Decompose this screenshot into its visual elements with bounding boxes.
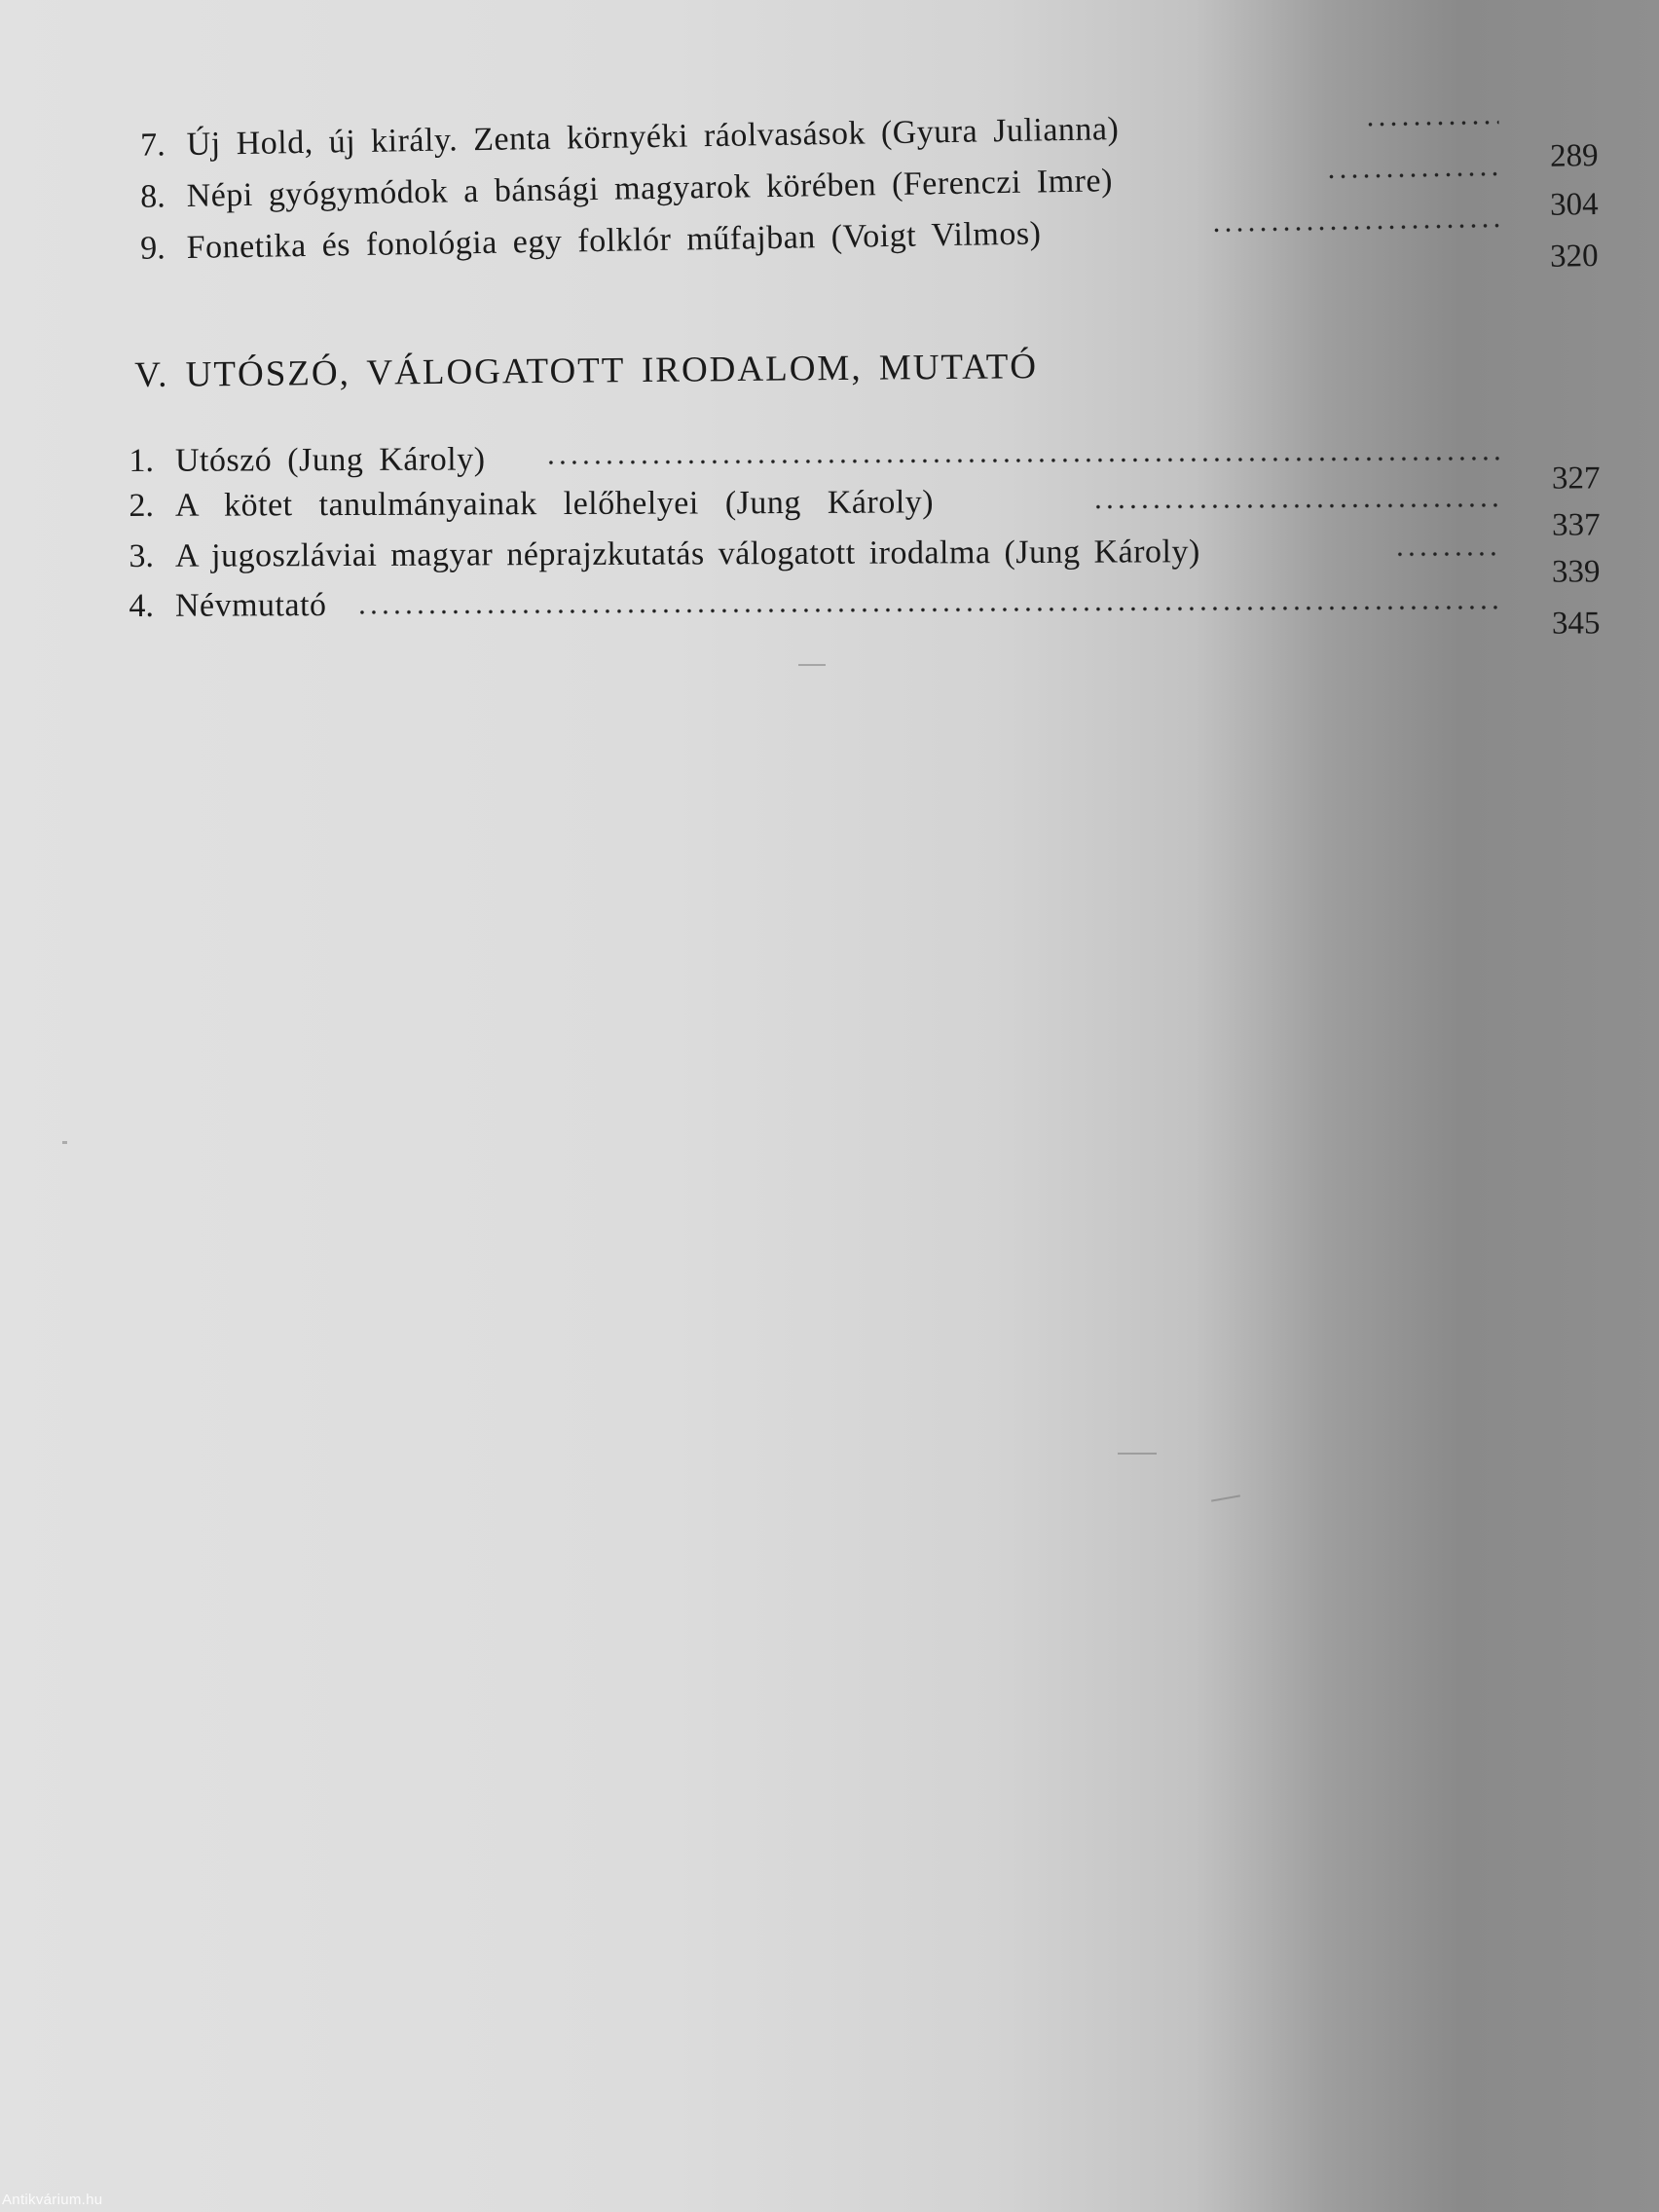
toc-entry-page: 304 — [1549, 186, 1599, 223]
paper-speck — [1118, 1453, 1157, 1455]
paper-speck — [798, 664, 826, 666]
paper-speck — [1211, 1494, 1240, 1501]
watermark: Antikvárium.hu — [2, 2192, 103, 2208]
toc-entry-number: 8. — [139, 178, 166, 215]
toc-entry-title: Utószó (Jung Károly) — [174, 441, 486, 479]
toc-entry-number: 7. — [139, 127, 166, 164]
section-heading: V. UTÓSZÓ, VÁLOGATOTT IRODALOM, MUTATÓ — [134, 347, 1039, 395]
toc-entry-number: 3. — [129, 537, 154, 574]
toc-leader-dots — [1364, 120, 1498, 128]
toc-entry-number: 4. — [129, 587, 154, 624]
toc-entry-page: 339 — [1551, 554, 1601, 590]
toc-entry-page: 327 — [1551, 461, 1601, 497]
toc-entry-title: A kötet tanulmányainak lelőhelyei (Jung Károly) — [174, 484, 935, 524]
toc-leader-dots — [1092, 502, 1499, 510]
toc-entry-page: 337 — [1551, 507, 1601, 543]
toc-entry-title: Népi gyógymódok a bánsági magyarok körében (Ferenczi Imre) — [186, 163, 1114, 214]
toc-leader-dots — [545, 456, 1499, 465]
toc-entry-number: 1. — [129, 442, 154, 479]
toc-entry-title: Fonetika és fonológia egy folklór műfajban (Voigt Vilmos) — [186, 215, 1042, 266]
toc-leader-dots — [1394, 551, 1499, 557]
toc-entry-page: 289 — [1549, 137, 1599, 174]
toc-entry — [0, 578, 1659, 644]
toc-entry-title: Névmutató — [174, 587, 327, 624]
toc-entry-page: 320 — [1549, 238, 1599, 275]
toc-leader-dots — [1210, 223, 1498, 234]
toc-entry-title: Új Hold, új király. Zenta környéki ráolvasások (Gyura Julianna) — [186, 111, 1120, 163]
toc-leader-dots — [1325, 171, 1498, 180]
toc-entry-page: 345 — [1551, 606, 1601, 642]
toc-entry-title: A jugoszláviai magyar néprajzkutatás válogatott irodalma (Jung Károly) — [174, 534, 1200, 574]
toc-leader-dots — [356, 605, 1499, 615]
toc-entry-number: 2. — [129, 487, 154, 524]
toc-entry-number: 9. — [139, 230, 166, 267]
paper-speck — [62, 1141, 67, 1144]
